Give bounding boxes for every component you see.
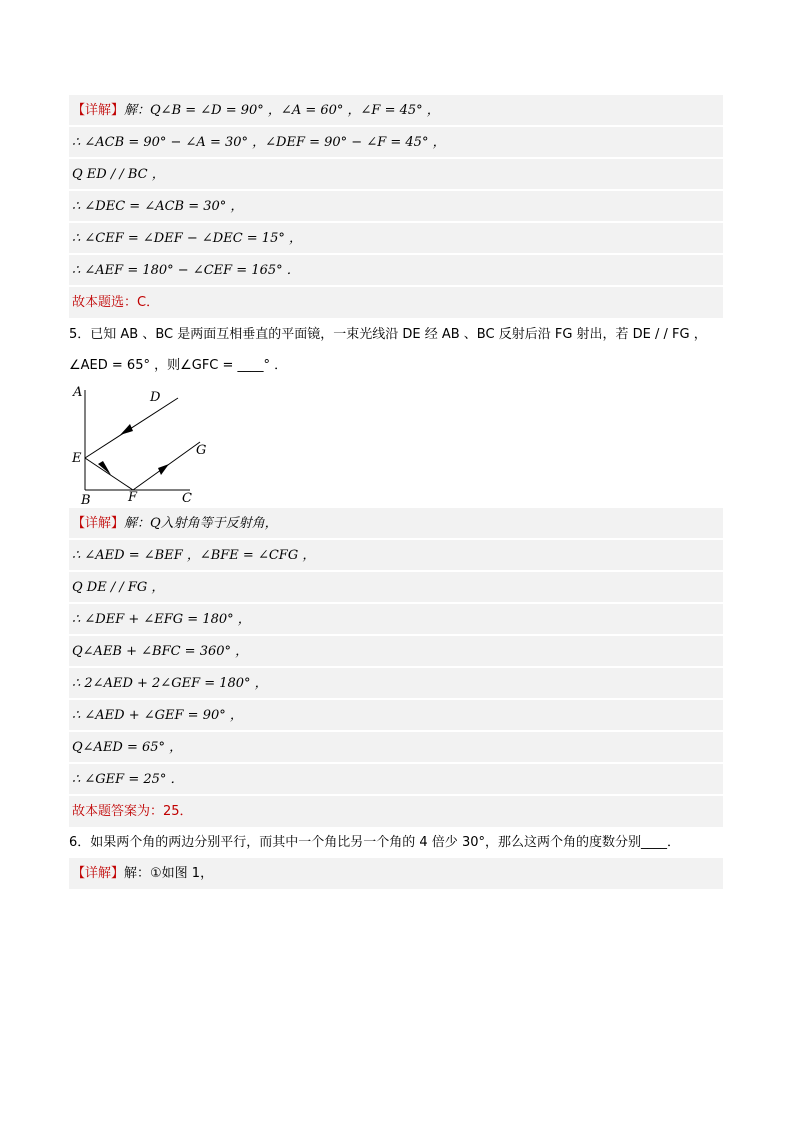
solution4-answer: 故本题选：C． [69, 287, 723, 318]
mirror-reflection-figure [68, 384, 208, 506]
solution5-line-2: ∴ ∠AED = ∠BEF ，∠BFE = ∠CFG ， [69, 540, 723, 571]
label-f: F [128, 490, 138, 505]
solution6-line-1: 【详解】解：①如图 1， [69, 858, 723, 889]
solution5-line-9: ∴ ∠GEF = 25° ． [69, 764, 723, 795]
solution5-line-5: Q∠AEB + ∠BFC = 360° ， [69, 636, 723, 667]
question6-line-1: 6．如果两个角的两边分别平行，而其中一个角比另一个角的 4 倍少 30°，那么这两个角的度数分别____． [69, 835, 680, 850]
ray-ef [85, 458, 133, 490]
question5-line-1: 5．已知 AB 、BC 是两面互相垂直的平面镜，一束光线沿 DE 经 AB 、BC 反射后沿 FG 射出，若 DE / / FG ， [69, 327, 707, 342]
label-g: G [196, 443, 207, 458]
detail-tag: 【详解】 [72, 103, 125, 118]
question5-line-2: ∠AED = 65° ，则∠GFC = ____° ． [69, 358, 288, 373]
solution5-line-3: Q DE / / FG ， [69, 572, 723, 603]
solution5-line-6: ∴ 2∠AED + 2∠GEF = 180° ， [69, 668, 723, 699]
solution4-line-4: ∴ ∠DEC = ∠ACB = 30° ， [69, 191, 723, 222]
label-c: C [182, 491, 192, 506]
solution4-line-2: ∴ ∠ACB = 90° − ∠A = 30° ，∠DEF = 90° − ∠F = 45° ， [69, 127, 723, 158]
arrow-fg-icon [158, 464, 169, 475]
arrow-de-icon [120, 424, 133, 435]
detail-tag: 【详解】 [72, 516, 125, 531]
label-b: B [81, 493, 91, 506]
solution5-line-7: ∴ ∠AED + ∠GEF = 90° ， [69, 700, 723, 731]
label-a: A [73, 385, 83, 400]
solution5-answer: 故本题答案为：25． [69, 796, 723, 827]
detail-tag: 【详解】 [72, 866, 125, 881]
label-e: E [72, 451, 82, 466]
solution4-line-6: ∴ ∠AEF = 180° − ∠CEF = 165° ． [69, 255, 723, 286]
solution4-line-1: 【详解】解：Q∠B = ∠D = 90° ，∠A = 60° ，∠F = 45° ， [69, 95, 723, 126]
solution5-line-8: Q∠AED = 65° ， [69, 732, 723, 763]
solution4-line-3: Q ED / / BC ， [69, 159, 723, 190]
solution4-line-5: ∴ ∠CEF = ∠DEF − ∠DEC = 15° ， [69, 223, 723, 254]
label-d: D [150, 390, 161, 405]
solution5-line-4: ∴ ∠DEF + ∠EFG = 180° ， [69, 604, 723, 635]
solution5-line-1: 【详解】解：Q入射角等于反射角， [69, 508, 723, 539]
